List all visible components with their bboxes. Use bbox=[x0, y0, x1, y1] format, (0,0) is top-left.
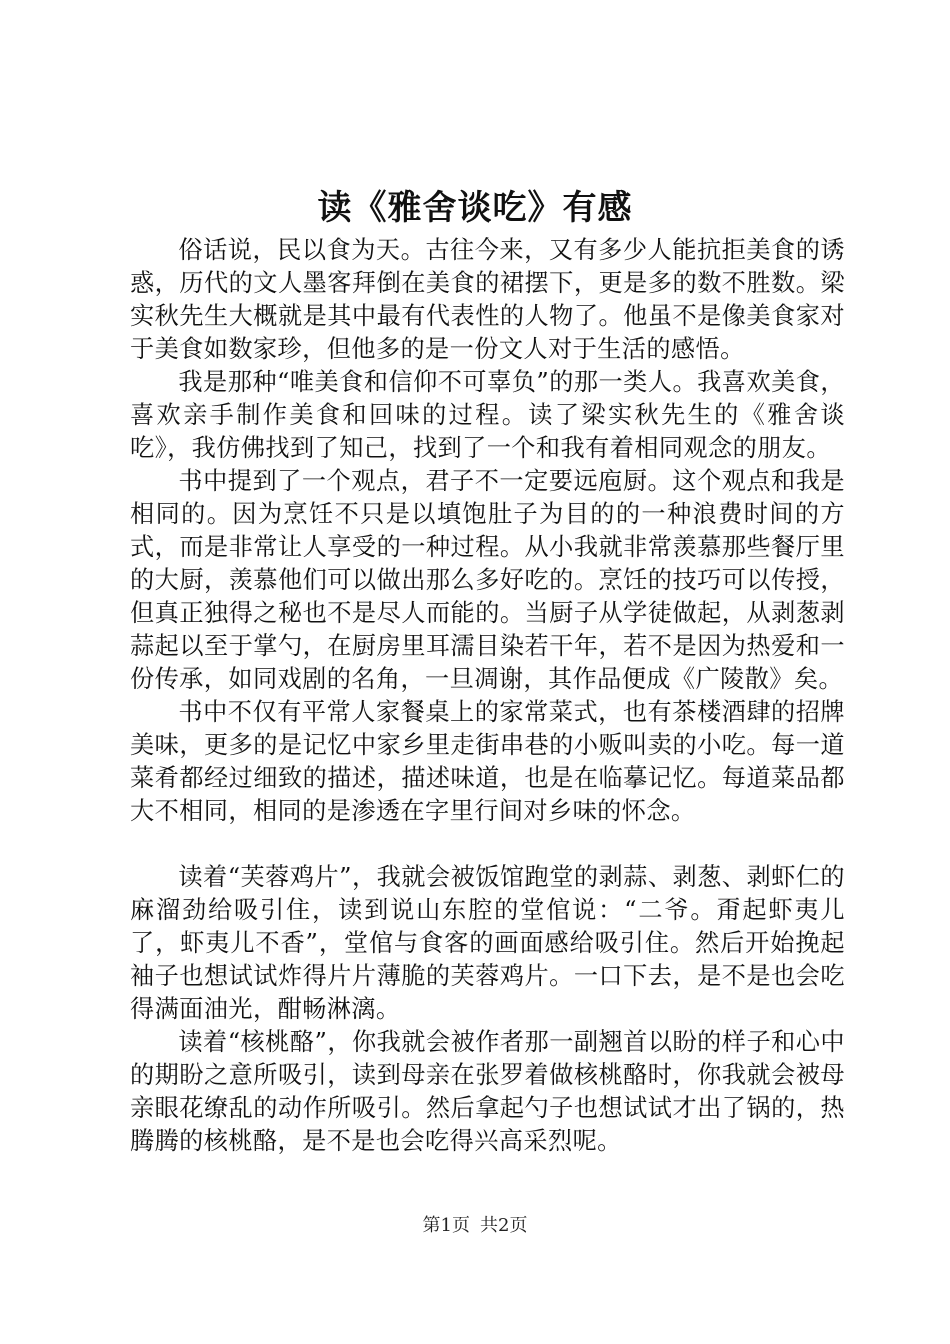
paragraph-2: 我是那种“唯美食和信仰不可辜负”的那一类人。我喜欢美食，喜欢亲手制作美食和回味的过程。读了梁实秋先生的《雅舍谈吃》，我仿佛找到了知己，找到了一个和我有着相同观念的朋友。 bbox=[130, 368, 845, 462]
paragraph-5: 读着“芙蓉鸡片”，我就会被饭馆跑堂的剥蒜、剥葱、剥虾仁的麻溜劲给吸引住，读到说山东腔的堂倌说：“二爷。甭起虾夷儿了，虾夷儿不香”，堂倌与食客的画面感给吸引住。然后开始挽起袖子也想试试炸得片片薄脆的芙蓉鸡片。一口下去，是不是也会吃得满面油光，酣畅淋漓。 bbox=[130, 863, 845, 1023]
paragraph-4: 书中不仅有平常人家餐桌上的家常菜式，也有茶楼酒肆的招牌美味，更多的是记忆中家乡里走街串巷的小贩叫卖的小吃。每一道菜肴都经过细致的描述，描述味道，也是在临摹记忆。每道菜品都大不相同，相同的是渗透在字里行间对乡味的怀念。 bbox=[130, 698, 845, 825]
document-body bbox=[130, 234, 845, 1158]
page-footer bbox=[0, 1214, 950, 1238]
document-title: 读《雅舍谈吃》有感 bbox=[317, 188, 633, 228]
paragraph-3: 书中提到了一个观点，君子不一定要远庖厨。这个观点和我是相同的。因为烹饪不只是以填饱肚子为目的的一种浪费时间的方式，而是非常让人享受的一种过程。从小我就非常羡慕那些餐厅里的大厨，羡慕他们可以做出那么多好吃的。烹饪的技巧可以传授，但真正独得之秘也不是尽人而能的。当厨子从学徒做起，从剥葱剥蒜起以至于掌勺，在厨房里耳濡目染若干年，若不是因为热爱和一份传承，如同戏剧的名角，一旦凋谢，其作品便成《广陵散》矣。 bbox=[130, 467, 845, 693]
paragraph-1: 俗话说，民以食为天。古往今来，又有多少人能抗拒美食的诱惑，历代的文人墨客拜倒在美食的裙摆下，更是多的数不胜数。梁实秋先生大概就是其中最有代表性的人物了。他虽不是像美食家对于美食如数家珍，但他多的是一份文人对于生活的感悟。 bbox=[130, 236, 845, 363]
page-total: 共2页 bbox=[480, 1215, 528, 1236]
paragraph-6: 读着“核桃酪”，你我就会被作者那一副翘首以盼的样子和心中的期盼之意所吸引，读到母亲在张罗着做核桃酪时，你我就会被母亲眼花缭乱的动作所吸引。然后拿起勺子也想试试才出了锅的，热腾腾的核桃酪，是不是也会吃得兴高采烈呢。 bbox=[130, 1028, 845, 1155]
page-number: 第1页 bbox=[422, 1215, 470, 1236]
